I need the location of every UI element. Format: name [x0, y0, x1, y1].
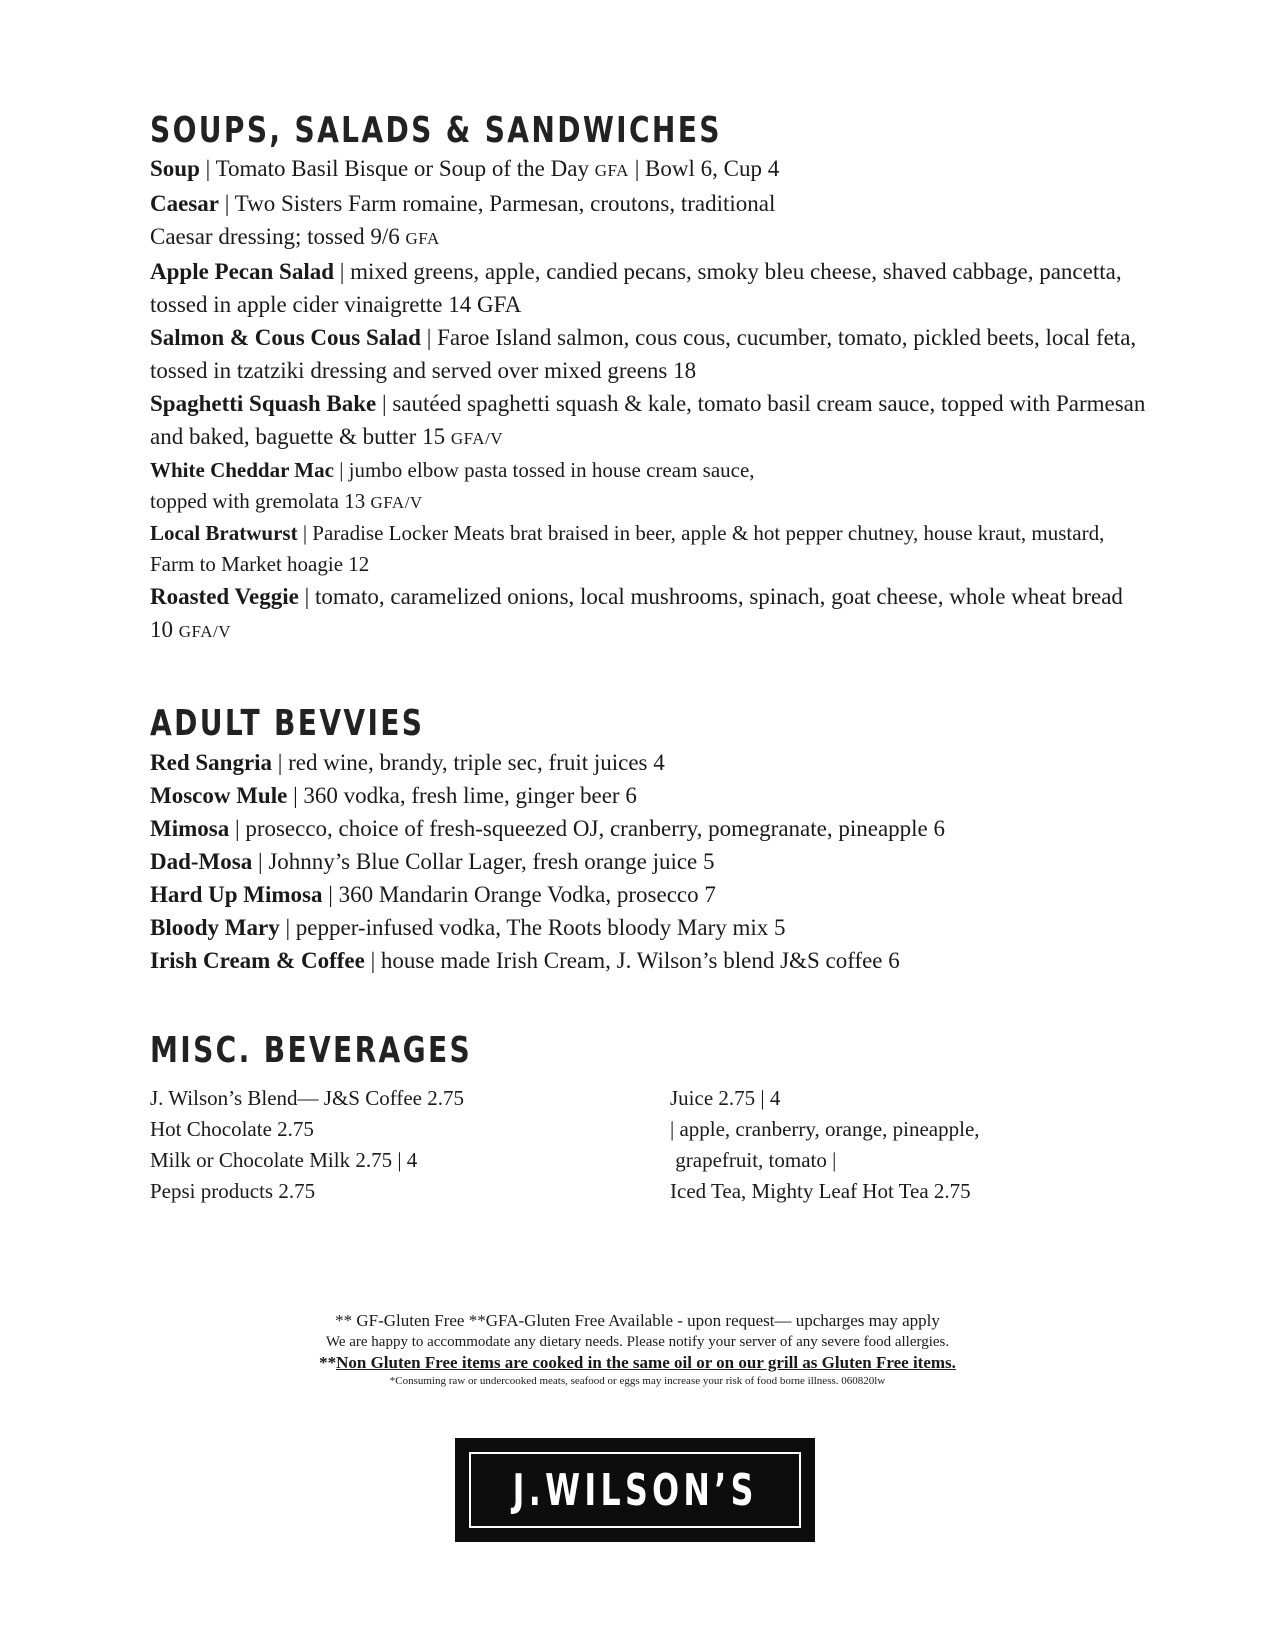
- menu-item: [150, 944, 1150, 977]
- footer-notes: [0, 1310, 1275, 1388]
- item-name: Roasted Veggie: [150, 584, 299, 609]
- soups-list: [150, 152, 1150, 648]
- item-name: Soup: [150, 156, 200, 181]
- menu-item: [150, 255, 1150, 321]
- section-title-misc: MISC. BEVERAGES: [150, 1030, 473, 1071]
- menu-item: [150, 152, 1150, 187]
- gluten-free-note: ** GF-Gluten Free **GFA-Gluten Free Available - upon request— upcharges may apply: [335, 1311, 940, 1330]
- menu-item: [150, 911, 1150, 944]
- item-name: Spaghetti Squash Bake: [150, 391, 377, 416]
- misc-left-column: [150, 1083, 464, 1207]
- dietary-tag: GFA: [405, 229, 440, 248]
- note-prefix: **: [319, 1353, 337, 1372]
- item-description: | Two Sisters Farm romaine, Parmesan, croutons, traditional: [218, 191, 776, 216]
- item-description: | tomato, caramelized onions, local mushrooms, spinach, goat cheese, whole wheat bread 10: [150, 584, 1123, 642]
- menu-item: [150, 387, 1150, 455]
- jwilsons-logo: [455, 1438, 815, 1542]
- menu-item: [150, 518, 1150, 580]
- section-title-soups: SOUPS, SALADS & SANDWICHES: [150, 110, 722, 151]
- menu-item: [150, 779, 1150, 812]
- item-name: Bloody Mary: [150, 915, 280, 940]
- item-description-cont: Caesar dressing; tossed 9/6: [150, 224, 406, 249]
- logo-text: J.WILSON’S: [512, 1464, 758, 1516]
- note-underlined: Non Gluten Free items are cooked in the same oil or on our grill as Gluten Free items.: [336, 1353, 956, 1372]
- section-title-bevvies: ADULT BEVVIES: [150, 703, 425, 744]
- item-description: | Faroe Island salmon, cous cous, cucumber, tomato, pickled beets, local feta, tossed in tzatziki dressing and served over mixed greens 18: [150, 325, 1137, 383]
- item-description: | prosecco, choice of fresh-squeezed OJ, cranberry, pomegranate, pineapple 6: [229, 816, 946, 841]
- item-name: Salmon & Cous Cous Salad: [150, 325, 421, 350]
- item-description: | Paradise Locker Meats brat braised in beer, apple & hot pepper chutney, house kraut, mustard, Farm to Market hoagie 12: [150, 521, 1105, 576]
- item-description: | Johnny’s Blue Collar Lager, fresh orange juice 5: [252, 849, 715, 874]
- dietary-tag: GFA: [594, 161, 629, 180]
- item-description: | 360 vodka, fresh lime, ginger beer 6: [287, 783, 637, 808]
- item-name: Local Bratwurst: [150, 521, 298, 545]
- item-description: | jumbo elbow pasta tossed in house cream sauce,: [333, 458, 755, 482]
- menu-item: [150, 878, 1150, 911]
- item-description: | 360 Mandarin Orange Vodka, prosecco 7: [322, 882, 716, 907]
- item-description: | house made Irish Cream, J. Wilson’s blend J&S coffee 6: [364, 948, 900, 973]
- bevvies-list: [150, 746, 1150, 977]
- item-description: | red wine, brandy, triple sec, fruit juices 4: [272, 750, 665, 775]
- misc-item: J. Wilson’s Blend— J&S Coffee 2.75: [150, 1086, 464, 1110]
- menu-item: [150, 746, 1150, 779]
- item-name: Moscow Mule: [150, 783, 288, 808]
- item-description: | sautéed spaghetti squash & kale, tomato basil cream sauce, topped with Parmesan and baked, baguette & butter 15: [150, 391, 1146, 449]
- item-name: Irish Cream & Coffee: [150, 948, 365, 973]
- item-name: Apple Pecan Salad: [150, 259, 335, 284]
- consumer-advisory: *Consuming raw or undercooked meats, seafood or eggs may increase your risk of food borne illness. 060820lw: [389, 1375, 886, 1387]
- menu-item: [150, 455, 1150, 518]
- cross-contact-note: [0, 1352, 1275, 1374]
- item-description: | Tomato Basil Bisque or Soup of the Day: [199, 156, 595, 181]
- dietary-tag: GFA/V: [450, 429, 504, 448]
- misc-item: Iced Tea, Mighty Leaf Hot Tea 2.75: [670, 1179, 971, 1203]
- item-description: | mixed greens, apple, candied pecans, smoky bleu cheese, shaved cabbage, pancetta, tossed in apple cider vinaigrette 14 GFA: [150, 259, 1122, 317]
- item-name: Mimosa: [150, 816, 230, 841]
- item-price: | Bowl 6, Cup 4: [628, 156, 780, 181]
- dietary-tag: GFA/V: [370, 493, 423, 512]
- misc-item: grapefruit, tomato |: [670, 1148, 837, 1172]
- menu-item: [150, 187, 1150, 255]
- menu-item: [150, 321, 1150, 387]
- menu-item: [150, 845, 1150, 878]
- item-name: White Cheddar Mac: [150, 458, 334, 482]
- item-name: Hard Up Mimosa: [150, 882, 323, 907]
- item-name: Caesar: [150, 191, 219, 216]
- misc-item: Juice 2.75 | 4: [670, 1086, 781, 1110]
- misc-item: Hot Chocolate 2.75: [150, 1117, 314, 1141]
- misc-right-column: [670, 1083, 980, 1207]
- dietary-note: We are happy to accommodate any dietary needs. Please notify your server of any severe food allergies.: [325, 1334, 950, 1350]
- dietary-tag: GFA/V: [178, 622, 231, 641]
- item-name: Dad-Mosa: [150, 849, 253, 874]
- logo-frame: [469, 1452, 801, 1528]
- item-description-cont: topped with gremolata 13: [150, 489, 371, 513]
- misc-item: Pepsi products 2.75: [150, 1179, 316, 1203]
- misc-item: | apple, cranberry, orange, pineapple,: [670, 1117, 980, 1141]
- item-name: Red Sangria: [150, 750, 273, 775]
- misc-item: Milk or Chocolate Milk 2.75 | 4: [150, 1148, 418, 1172]
- menu-item: [150, 812, 1150, 845]
- menu-item: [150, 580, 1150, 648]
- item-description: | pepper-infused vodka, The Roots bloody Mary mix 5: [279, 915, 786, 940]
